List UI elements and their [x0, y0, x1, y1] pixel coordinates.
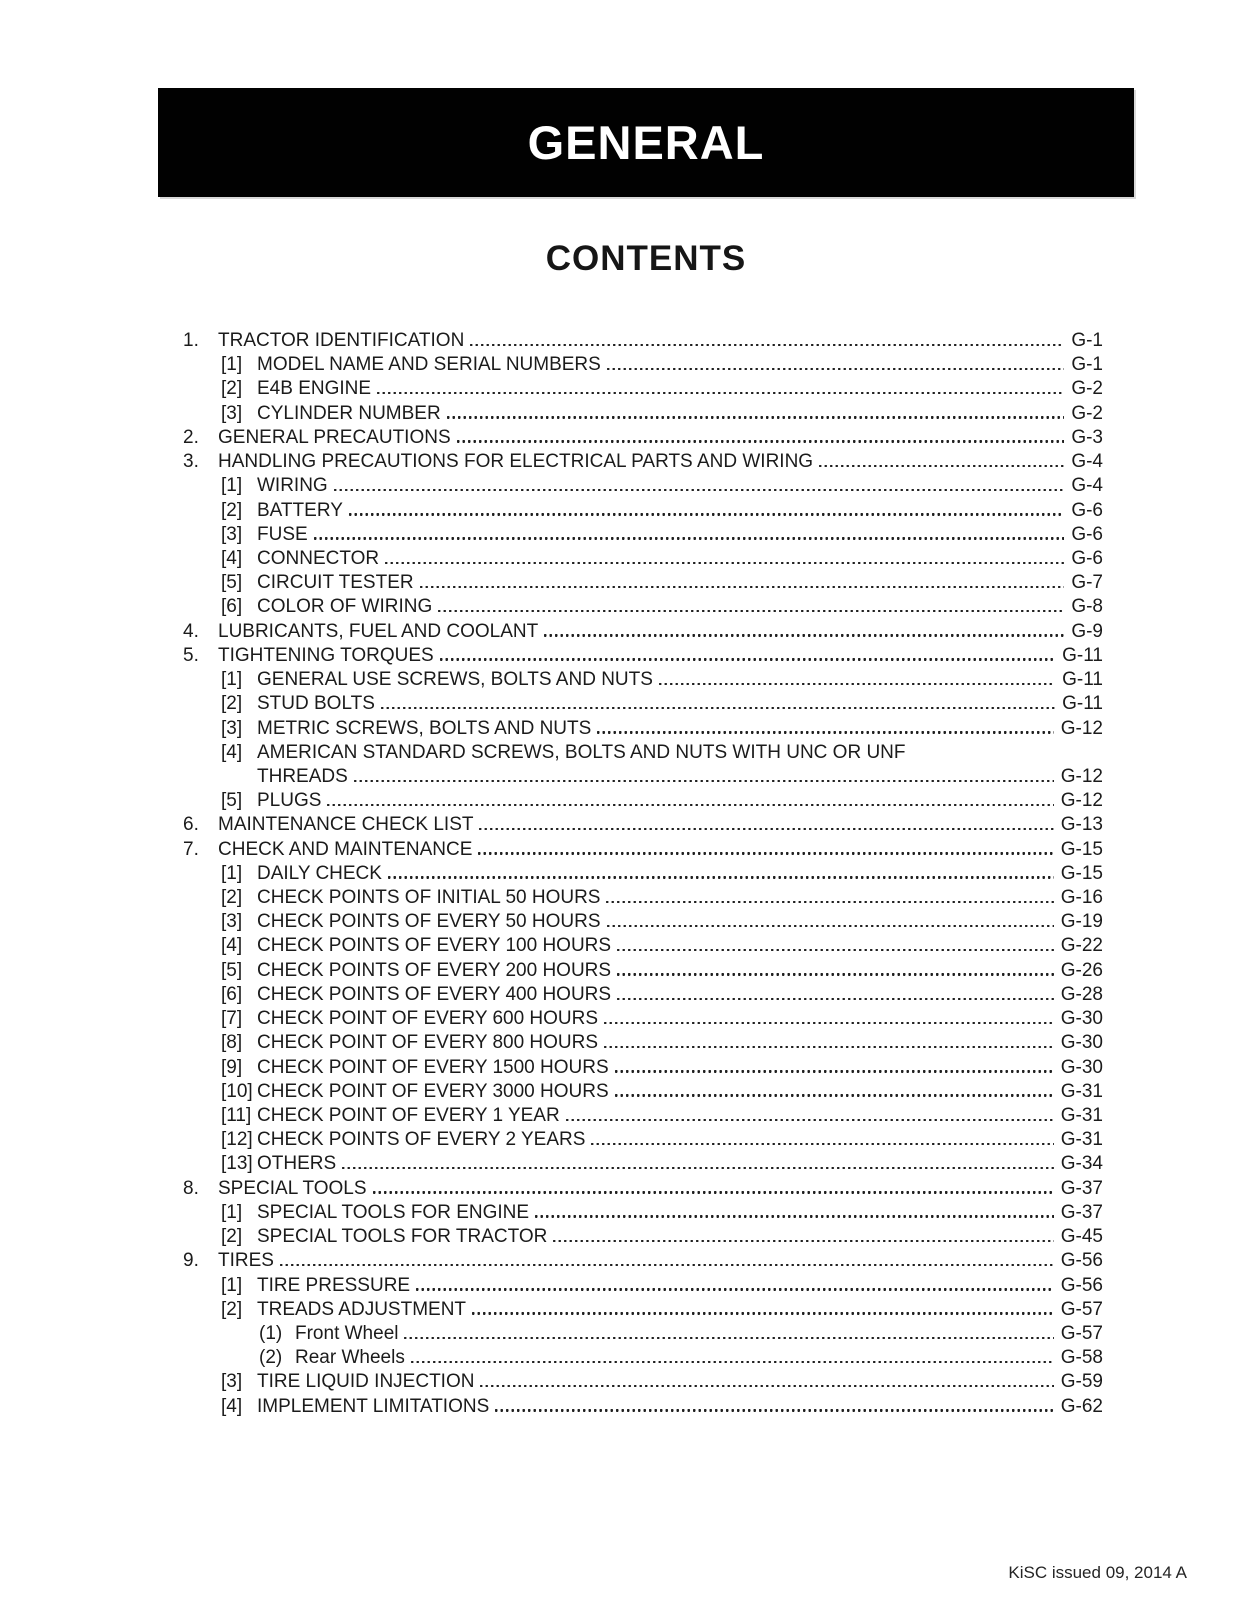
toc-leader-dots — [479, 828, 1053, 830]
toc-entry-page: G-2 — [1071, 402, 1103, 424]
toc-leader-dots — [416, 1288, 1054, 1290]
toc-entry-label: 4. — [183, 620, 199, 642]
toc-entry-page: G-7 — [1071, 572, 1103, 594]
toc-entry-label: [7] — [221, 1008, 243, 1030]
toc-entry — [183, 959, 1103, 983]
toc-entry-page: G-57 — [1060, 1322, 1103, 1344]
toc-entry-page: G-2 — [1071, 378, 1103, 400]
toc-entry-page: G-4 — [1071, 451, 1103, 473]
toc-entry-label: [3] — [221, 911, 243, 933]
toc-entry-label: [5] — [221, 959, 243, 981]
toc-entry — [183, 983, 1103, 1007]
toc-entry-label: 8. — [183, 1177, 199, 1199]
toc-entry-page: G-37 — [1060, 1201, 1103, 1223]
toc-leader-dots — [280, 1264, 1054, 1266]
toc-entry-label: [1] — [221, 1274, 243, 1296]
toc-entry — [183, 547, 1103, 571]
toc-entry-title: CHECK POINT OF EVERY 600 HOURS — [257, 1008, 599, 1030]
toc-entry-label: 9. — [183, 1250, 199, 1272]
toc-leader-dots — [495, 1409, 1054, 1411]
toc-leader-dots — [349, 513, 1064, 515]
toc-leader-dots — [617, 998, 1054, 1000]
toc-entry — [183, 838, 1103, 862]
toc-entry — [183, 1152, 1103, 1176]
toc-entry — [183, 620, 1103, 644]
toc-entry-title: STUD BOLTS — [257, 693, 375, 715]
toc-entry-label: [6] — [221, 983, 243, 1005]
toc-entry — [183, 886, 1103, 910]
toc-entry — [183, 1322, 1103, 1346]
toc-entry — [183, 910, 1103, 934]
toc-entry-label: [13] — [221, 1153, 253, 1175]
toc-entry — [183, 571, 1103, 595]
toc-leader-dots — [819, 465, 1064, 467]
toc-entry-page: G-12 — [1060, 790, 1103, 812]
toc-entry-page: G-28 — [1060, 983, 1103, 1005]
toc-leader-dots — [457, 440, 1065, 442]
toc-leader-dots — [377, 392, 1064, 394]
toc-entry-label: [3] — [221, 402, 243, 424]
toc-entry-page: G-45 — [1060, 1226, 1103, 1248]
toc-leader-dots — [342, 1167, 1054, 1169]
toc-entry — [183, 499, 1103, 523]
toc-entry-label: [3] — [221, 717, 243, 739]
toc-entry-page: G-57 — [1060, 1298, 1103, 1320]
toc-leader-dots — [381, 707, 1055, 709]
toc-leader-dots — [334, 489, 1065, 491]
toc-entry-title: SPECIAL TOOLS FOR ENGINE — [257, 1201, 530, 1223]
toc-entry-page: G-11 — [1062, 644, 1103, 666]
toc-entry — [183, 813, 1103, 837]
toc-leader-dots — [478, 852, 1053, 854]
toc-entry-title: CHECK POINTS OF EVERY 2 YEARS — [257, 1129, 586, 1151]
toc-entry — [183, 402, 1103, 426]
toc-entry-label: [2] — [221, 1298, 243, 1320]
toc-entry-page: G-8 — [1071, 596, 1103, 618]
toc-entry-title: WIRING — [257, 475, 328, 497]
toc-entry-label: [4] — [221, 741, 243, 763]
toc-leader-dots — [617, 949, 1054, 951]
toc-entry — [183, 353, 1103, 377]
toc-entry — [183, 692, 1103, 716]
toc-entry-title: CHECK POINTS OF EVERY 50 HOURS — [257, 911, 601, 933]
toc-leader-dots — [440, 658, 1055, 660]
toc-entry-page: G-56 — [1060, 1274, 1103, 1296]
toc-entry — [183, 1298, 1103, 1322]
toc-entry-title: AMERICAN STANDARD SCREWS, BOLTS AND NUTS WITH UNC OR UNF — [257, 741, 906, 763]
toc-leader-dots — [544, 634, 1064, 636]
toc-entry-title: CHECK POINT OF EVERY 1 YEAR — [257, 1105, 560, 1126]
toc-entry-page: G-19 — [1060, 911, 1103, 933]
toc-entry — [183, 1370, 1103, 1394]
toc-entry-label: [3] — [221, 523, 243, 545]
toc-entry-label: [3] — [221, 1371, 243, 1393]
toc-entry-label: 7. — [183, 838, 199, 860]
toc-entry-title: CHECK POINT OF EVERY 1500 HOURS — [257, 1056, 609, 1078]
toc-entry-title: FUSE — [257, 523, 308, 545]
toc-leader-dots — [388, 876, 1054, 878]
toc-entry-title: DAILY CHECK — [257, 862, 382, 884]
toc-entry-label: [1] — [221, 669, 243, 691]
toc-entry — [183, 450, 1103, 474]
toc-entry-page: G-6 — [1071, 499, 1103, 521]
toc-entry-page: G-1 — [1071, 354, 1103, 376]
toc-entry-label: [5] — [221, 572, 243, 594]
toc-entry — [183, 789, 1103, 813]
toc-entry-title: CHECK AND MAINTENANCE — [218, 838, 473, 860]
toc-leader-dots — [553, 1240, 1053, 1242]
toc-entry-page: G-9 — [1071, 620, 1103, 642]
toc-leader-dots — [472, 1312, 1054, 1314]
toc-entry-label: [4] — [221, 1395, 243, 1417]
toc-entry-page: G-12 — [1060, 765, 1103, 787]
toc-leader-dots — [447, 416, 1065, 418]
toc-entry-label: 5. — [183, 644, 199, 666]
toc-entry — [183, 1177, 1103, 1201]
toc-leader-dots — [314, 537, 1065, 539]
toc-entry — [183, 765, 1103, 789]
toc-entry-title: CHECK POINT OF EVERY 3000 HOURS — [257, 1080, 609, 1102]
toc-leader-dots — [411, 1361, 1054, 1363]
toc-entry-page: G-15 — [1060, 862, 1103, 884]
toc-entry-page: G-37 — [1060, 1177, 1103, 1199]
toc-leader-dots — [615, 1070, 1054, 1072]
toc-entry-label: [12] — [221, 1129, 253, 1151]
toc-list — [183, 329, 1103, 1419]
toc-entry-page: G-30 — [1060, 1008, 1103, 1030]
toc-entry-label: (2) — [259, 1347, 283, 1369]
toc-entry-label: [1] — [221, 475, 243, 497]
toc-entry — [183, 426, 1103, 450]
toc-entry — [183, 668, 1103, 692]
toc-leader-dots — [659, 683, 1055, 685]
toc-entry — [183, 644, 1103, 668]
toc-entry — [183, 717, 1103, 741]
toc-leader-dots — [354, 780, 1054, 782]
toc-entry-title: CHECK POINT OF EVERY 800 HOURS — [257, 1032, 599, 1054]
toc-entry-title: CYLINDER NUMBER — [257, 402, 441, 424]
toc-entry-page: G-34 — [1060, 1153, 1103, 1175]
toc-leader-dots — [606, 901, 1053, 903]
toc-entry-title: TREADS ADJUSTMENT — [257, 1298, 467, 1320]
toc-entry-title: HANDLING PRECAUTIONS FOR ELECTRICAL PARTS AND WIRING — [218, 451, 814, 473]
toc-entry-label: (1) — [259, 1322, 283, 1344]
toc-entry-label: [2] — [221, 499, 243, 521]
toc-leader-dots — [327, 804, 1053, 806]
toc-entry — [183, 1104, 1103, 1128]
toc-entry — [183, 1128, 1103, 1152]
toc-leader-dots — [607, 925, 1054, 927]
toc-entry — [183, 329, 1103, 353]
toc-entry — [183, 1201, 1103, 1225]
toc-entry-label: [1] — [221, 862, 243, 884]
toc-entry-title: COLOR OF WIRING — [257, 596, 433, 618]
toc-entry-label: 2. — [183, 426, 199, 448]
toc-entry — [183, 1395, 1103, 1419]
toc-entry — [183, 741, 1103, 765]
toc-entry-page: G-1 — [1071, 330, 1103, 351]
toc-entry — [183, 1056, 1103, 1080]
toc-entry — [183, 1007, 1103, 1031]
toc-entry-page: G-59 — [1060, 1371, 1103, 1393]
toc-entry-page: G-15 — [1060, 838, 1103, 860]
toc-entry-title: METRIC SCREWS, BOLTS AND NUTS — [257, 717, 592, 739]
toc-entry-label: [2] — [221, 1226, 243, 1248]
toc-entry-page: G-11 — [1062, 669, 1103, 691]
toc-entry — [183, 523, 1103, 547]
contents-heading: CONTENTS — [545, 239, 747, 278]
toc-entry-title: CIRCUIT TESTER — [257, 572, 414, 594]
toc-entry-title: GENERAL USE SCREWS, BOLTS AND NUTS — [257, 669, 653, 691]
toc-entry-title: Front Wheel — [295, 1322, 399, 1344]
toc-entry-title: GENERAL PRECAUTIONS — [218, 426, 451, 448]
footer-note: KiSC issued 09, 2014 A — [1008, 1563, 1187, 1582]
toc-entry-title: SPECIAL TOOLS FOR TRACTOR — [257, 1226, 548, 1248]
toc-entry-label: [4] — [221, 547, 243, 569]
toc-entry — [183, 862, 1103, 886]
toc-entry-page: G-62 — [1060, 1395, 1103, 1417]
toc-entry-label: [2] — [221, 887, 243, 909]
toc-entry-title: CHECK POINTS OF INITIAL 50 HOURS — [257, 887, 601, 909]
toc-entry-label: [2] — [221, 378, 243, 400]
section-banner — [158, 88, 1134, 197]
toc-entry-title: E4B ENGINE — [257, 378, 372, 400]
toc-entry-title: CONNECTOR — [257, 547, 380, 569]
toc-entry-page: G-13 — [1060, 814, 1103, 836]
toc-entry-page: G-31 — [1060, 1129, 1103, 1151]
toc-leader-dots — [438, 610, 1064, 612]
toc-entry — [183, 474, 1103, 498]
toc-entry-label: 3. — [183, 451, 199, 473]
toc-entry-label: [8] — [221, 1032, 243, 1054]
toc-entry-page: G-58 — [1060, 1347, 1103, 1369]
toc-entry-page: G-31 — [1060, 1105, 1103, 1126]
toc-entry-page: G-30 — [1060, 1032, 1103, 1054]
toc-entry — [183, 1080, 1103, 1104]
toc-entry-label: [4] — [221, 935, 243, 957]
toc-entry-title: TRACTOR IDENTIFICATION — [218, 330, 465, 351]
toc-entry-page: G-22 — [1060, 935, 1103, 957]
toc-entry-label: [1] — [221, 354, 243, 376]
toc-entry-title: SPECIAL TOOLS — [218, 1177, 367, 1199]
toc-leader-dots — [607, 368, 1064, 370]
toc-entry-label: [2] — [221, 693, 243, 715]
toc-entry-label: [10] — [221, 1080, 253, 1102]
toc-leader-dots — [385, 562, 1064, 564]
toc-entry — [183, 377, 1103, 401]
toc-entry — [183, 1225, 1103, 1249]
toc-leader-dots — [597, 731, 1053, 733]
toc-entry-page: G-12 — [1060, 717, 1103, 739]
toc-entry-label: [5] — [221, 790, 243, 812]
toc-entry-label: 6. — [183, 814, 199, 836]
toc-entry — [183, 1346, 1103, 1370]
toc-entry-page: G-6 — [1071, 523, 1103, 545]
toc-entry-title: TIRE LIQUID INJECTION — [257, 1371, 475, 1393]
toc-entry-title: CHECK POINTS OF EVERY 400 HOURS — [257, 983, 612, 1005]
toc-entry-title: IMPLEMENT LIMITATIONS — [257, 1395, 490, 1417]
toc-entry-title: LUBRICANTS, FUEL AND COOLANT — [218, 620, 539, 642]
section-title: GENERAL — [527, 116, 765, 169]
toc-entry-page: G-3 — [1071, 426, 1103, 448]
toc-entry-label: [11] — [221, 1105, 252, 1126]
toc-entry-page: G-30 — [1060, 1056, 1103, 1078]
toc-entry-title: Rear Wheels — [295, 1347, 405, 1369]
toc-entry-page: G-6 — [1071, 547, 1103, 569]
toc-entry-title: OTHERS — [257, 1153, 337, 1175]
toc-leader-dots — [373, 1191, 1054, 1193]
toc-entry-label: [6] — [221, 596, 243, 618]
toc-leader-dots — [604, 1046, 1054, 1048]
toc-entry — [183, 1249, 1103, 1273]
toc-entry — [183, 595, 1103, 619]
toc-entry-title: MAINTENANCE CHECK LIST — [218, 814, 474, 836]
toc-entry-title: PLUGS — [257, 790, 322, 812]
toc-entry-title: TIGHTENING TORQUES — [218, 644, 434, 666]
toc-leader-dots — [470, 344, 1064, 346]
toc-entry-page: G-11 — [1062, 693, 1103, 715]
toc-entry-page: G-4 — [1071, 475, 1103, 497]
toc-entry-title: BATTERY — [257, 499, 343, 521]
toc-entry-page: G-16 — [1060, 887, 1103, 909]
toc-entry-title: TIRE PRESSURE — [257, 1274, 411, 1296]
toc-leader-dots — [535, 1215, 1054, 1217]
toc-leader-dots — [420, 586, 1065, 588]
toc-leader-dots — [480, 1385, 1053, 1387]
toc-leader-dots — [617, 973, 1054, 975]
toc-entry — [183, 934, 1103, 958]
toc-entry-label: [9] — [221, 1056, 243, 1078]
toc-entry-page: G-56 — [1060, 1250, 1103, 1272]
toc-entry-title: THREADS — [257, 765, 348, 787]
toc-entry-label: [1] — [221, 1201, 243, 1223]
toc-entry — [183, 1274, 1103, 1298]
toc-leader-dots — [615, 1094, 1054, 1096]
toc-entry-title: TIRES — [218, 1250, 274, 1272]
toc-entry-title: MODEL NAME AND SERIAL NUMBERS — [257, 354, 601, 376]
toc-entry-title: CHECK POINTS OF EVERY 200 HOURS — [257, 959, 612, 981]
toc-entry-label: 1. — [183, 330, 199, 351]
toc-leader-dots — [591, 1143, 1053, 1145]
toc-entry-title: CHECK POINTS OF EVERY 100 HOURS — [257, 935, 612, 957]
toc-entry-page: G-31 — [1060, 1080, 1103, 1102]
toc-leader-dots — [566, 1119, 1054, 1121]
toc-entry — [183, 1031, 1103, 1055]
toc-entry-page: G-26 — [1060, 959, 1103, 981]
toc-leader-dots — [604, 1022, 1054, 1024]
toc-leader-dots — [404, 1337, 1053, 1339]
